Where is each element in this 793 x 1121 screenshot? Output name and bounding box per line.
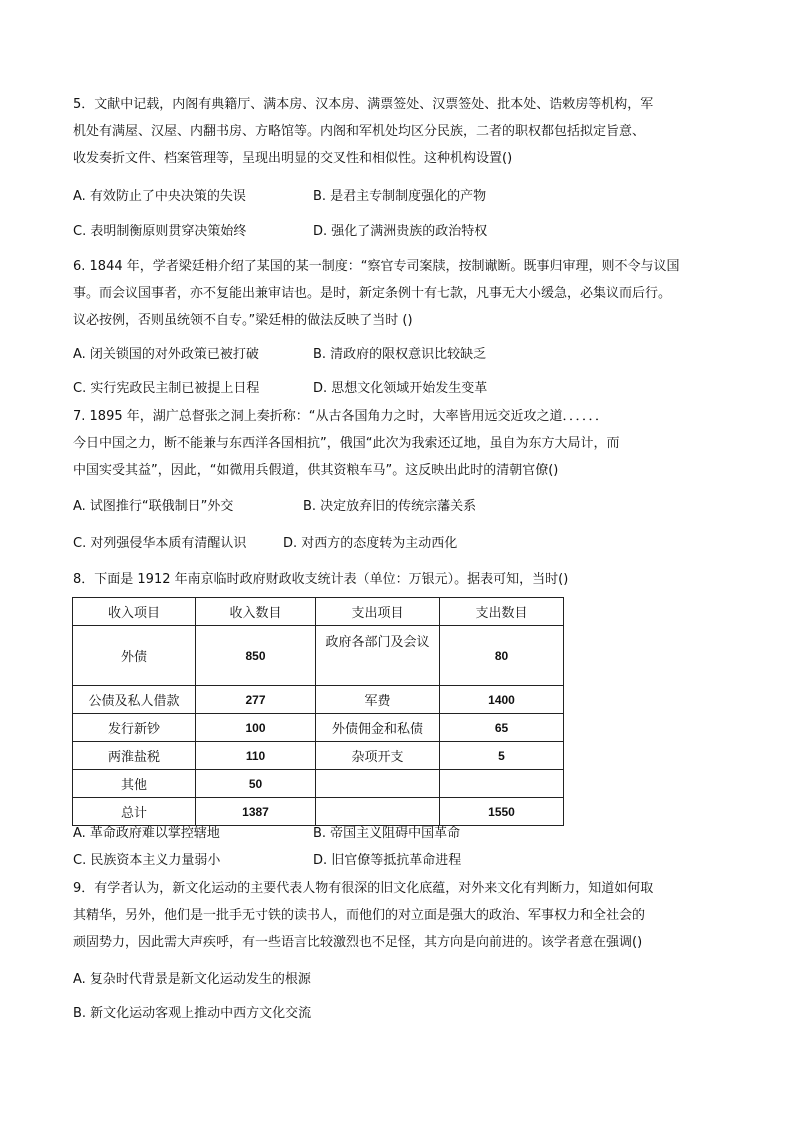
q5-option-c: C. 表明制衡原则贯穿决策始终 [73, 224, 247, 239]
q6-option-d: D. 思想文化领域开始发生变革 [313, 381, 488, 396]
table-cell: 65 [440, 714, 564, 742]
table-cell [316, 770, 440, 798]
table-header-cell: 支出数目 [440, 598, 564, 626]
q8-option-b: B. 帝国主义阻碍中国革命 [313, 826, 461, 841]
q9-stem-line-3: 顽固势力，因此需大声疾呼，有一些语言比较激烈也不足怪，其方向是向前进的。该学者意在强调() [73, 935, 643, 950]
table-row [73, 798, 564, 826]
table-cell: 80 [440, 626, 564, 686]
q7-stem-line-3: 中国实受其益”，因此，“如微用兵假道，供其资粮车马”。这反映出此时的清朝官僚() [73, 463, 559, 478]
table-cell [316, 798, 440, 826]
q6-option-a: A. 闭关锁国的对外政策已被打破 [73, 347, 259, 362]
table-cell: 杂项开支 [316, 742, 440, 770]
q7-option-d: D. 对西方的态度转为主动西化 [283, 536, 458, 551]
q5-option-d: D. 强化了满洲贵族的政治特权 [313, 224, 488, 239]
q5-stem-line-3: 收发奏折文件、档案管理等，呈现出明显的交叉性和相似性。这种机构设置() [73, 151, 513, 166]
table-header-cell: 支出项目 [316, 598, 440, 626]
table-cell: 政府各部门及会议 [316, 626, 440, 686]
q8-option-a: A. 革命政府难以掌控辖地 [73, 826, 220, 841]
q9-option-b: B. 新文化运动客观上推动中西方文化交流 [73, 1006, 312, 1021]
q9-stem-line-1: 9．有学者认为，新文化运动的主要代表人物有很深的旧文化底蕴，对外来文化有判断力，知道如何取 [73, 881, 654, 896]
table-row [73, 742, 564, 770]
q7-stem-line-2: 今日中国之力，断不能兼与东西洋各国相抗”，俄国“此次为我索还辽地，虽自为东方大局计，而 [73, 436, 620, 451]
table-cell: 1387 [196, 798, 316, 826]
q5-stem-line-1: 5．文献中记载，内阁有典籍厅、满本房、汉本房、满票签处、汉票签处、批本处、诰敕房等机构，军 [73, 97, 654, 112]
table-cell: 其他 [73, 770, 196, 798]
q8-option-d: D. 旧官僚等抵抗革命进程 [313, 853, 462, 868]
table-header-row [73, 598, 564, 626]
q6-stem-line-1: 6. 1844 年，学者梁廷枏介绍了某国的某一制度：“察官专司案牍，按制谳断。既事归审理，则不令与议国 [73, 259, 680, 274]
q7-stem-line-1: 7. 1895 年，湖广总督张之洞上奏折称：“从古各国角力之时，大率皆用远交近攻之道．．．．．． [73, 409, 608, 424]
q9-option-a: A. 复杂时代背景是新文化运动发生的根源 [73, 972, 311, 987]
table-cell: 外债佣金和私债 [316, 714, 440, 742]
table-cell: 两淮盐税 [73, 742, 196, 770]
q7-option-b: B. 决定放弃旧的传统宗藩关系 [303, 499, 477, 514]
table-cell: 外债 [73, 626, 196, 686]
table-cell: 277 [196, 686, 316, 714]
table-header-cell: 收入数目 [196, 598, 316, 626]
table-cell: 100 [196, 714, 316, 742]
table-cell: 总计 [73, 798, 196, 826]
table-row [73, 714, 564, 742]
table-cell: 110 [196, 742, 316, 770]
q6-option-b: B. 清政府的限权意识比较缺乏 [313, 347, 487, 362]
q7-option-a: A. 试图推行“联俄制日”外交 [73, 499, 234, 514]
finance-table [72, 597, 564, 826]
table-row [73, 686, 564, 714]
table-cell: 5 [440, 742, 564, 770]
table-cell [440, 770, 564, 798]
table-cell: 1400 [440, 686, 564, 714]
q5-option-a: A. 有效防止了中央决策的失误 [73, 189, 246, 204]
table-cell: 军费 [316, 686, 440, 714]
q5-option-b: B. 是君主专制制度强化的产物 [313, 189, 487, 204]
q8-stem: 8．下面是 1912 年南京临时政府财政收支统计表（单位：万银元）。据表可知，当时() [73, 572, 569, 587]
q9-stem-line-2: 其精华，另外，他们是一批手无寸铁的读书人，而他们的对立面是强大的政治、军事权力和全社会的 [73, 908, 646, 923]
table-cell: 公债及私人借款 [73, 686, 196, 714]
table-cell: 850 [196, 626, 316, 686]
table-row [73, 770, 564, 798]
q6-stem-line-2: 事。而会议国事者，亦不复能出兼审诘也。是时，新定条例十有七款，凡事无大小缓急，必集议而后行。 [73, 286, 672, 301]
q5-stem-line-2: 机处有满屋、汉屋、内翻书房、方略馆等。内阁和军机处均区分民族，二者的职权都包括拟定旨意、 [73, 124, 646, 139]
q6-option-c: C. 实行宪政民主制已被提上日程 [73, 381, 260, 396]
q7-option-c: C. 对列强侵华本质有清醒认识 [73, 536, 247, 551]
table-row [73, 626, 564, 686]
q6-stem-line-3: 议必按例，否则虽统领不自专。”梁廷枏的做法反映了当时 () [73, 313, 413, 328]
q8-option-c: C. 民族资本主义力量弱小 [73, 853, 221, 868]
table-cell: 50 [196, 770, 316, 798]
table-header-cell: 收入项目 [73, 598, 196, 626]
table-cell: 1550 [440, 798, 564, 826]
table-cell: 发行新钞 [73, 714, 196, 742]
